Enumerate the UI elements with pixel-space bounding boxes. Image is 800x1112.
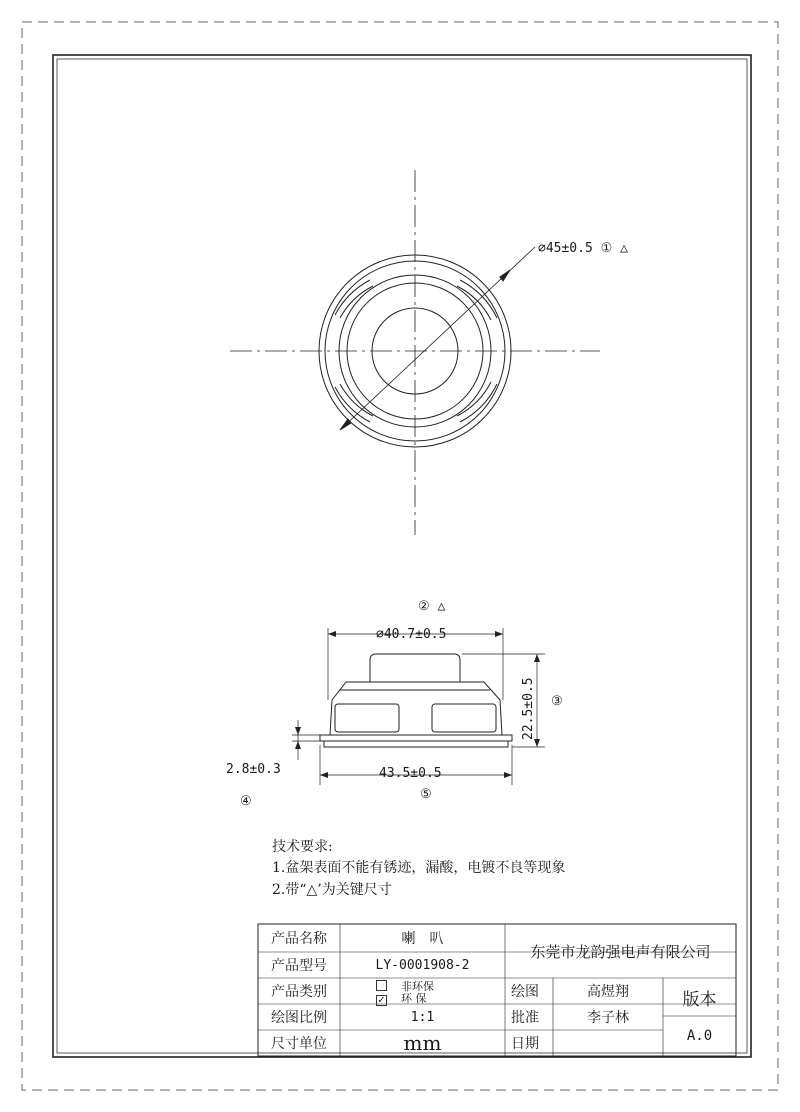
top-view <box>230 170 600 535</box>
marker-5: ⑤ <box>420 787 432 802</box>
product-category-options <box>376 979 434 1005</box>
drawn-by: 高煜翔 <box>587 984 629 1000</box>
note-item-1: 1.盆架表面不能有锈迹，漏酸，电镀不良等现象 <box>272 860 566 876</box>
category-option-non-eco <box>376 979 434 993</box>
product-model-value: LY-0001908-2 <box>375 957 470 973</box>
drawn-label: 绘图 <box>511 984 539 1000</box>
outer-diameter-dim: ⌀40.7±0.5 <box>376 627 447 642</box>
product-name-value: 喇 叭 <box>401 931 444 947</box>
notes-title: 技术要求: <box>272 839 333 855</box>
marker-4: ④ <box>240 794 252 809</box>
unit-label: 尺寸单位 <box>271 1036 327 1052</box>
product-model-label: 产品型号 <box>271 958 327 974</box>
scale-value: 1:1 <box>410 1009 435 1025</box>
checkmark-box-icon: ✓ <box>377 995 386 1006</box>
unit-value: mm <box>403 1031 442 1055</box>
note-item-2: 2.带“△’为关键尺寸 <box>272 882 392 898</box>
base-dim: 43.5±0.5 <box>379 766 442 781</box>
product-category-label: 产品类别 <box>271 984 327 1000</box>
front-view <box>292 628 545 785</box>
company-name: 东莞市龙韵强电声有限公司 <box>530 942 711 961</box>
category-option-2-label: 环 保 <box>401 992 427 1005</box>
top-diameter-dim: ⌀45±0.5 ① △ <box>538 241 628 256</box>
approved-by: 李子林 <box>587 1010 629 1026</box>
product-name-label: 产品名称 <box>271 931 327 947</box>
height-dim: 22.5±0.5 <box>521 677 536 740</box>
version-label: 版本 <box>682 989 717 1010</box>
marker-2: ② △ <box>418 599 446 614</box>
flange-dim: 2.8±0.3 <box>226 762 281 777</box>
category-option-1-label: 非环保 <box>401 980 434 993</box>
date-label: 日期 <box>511 1036 539 1052</box>
version-value: A.0 <box>686 1028 713 1044</box>
marker-3: ③ <box>551 694 563 709</box>
unchecked-box-icon <box>376 980 387 991</box>
scale-label: 绘图比例 <box>271 1010 327 1026</box>
date-value <box>553 1030 663 1056</box>
approved-label: 批准 <box>511 1010 539 1026</box>
